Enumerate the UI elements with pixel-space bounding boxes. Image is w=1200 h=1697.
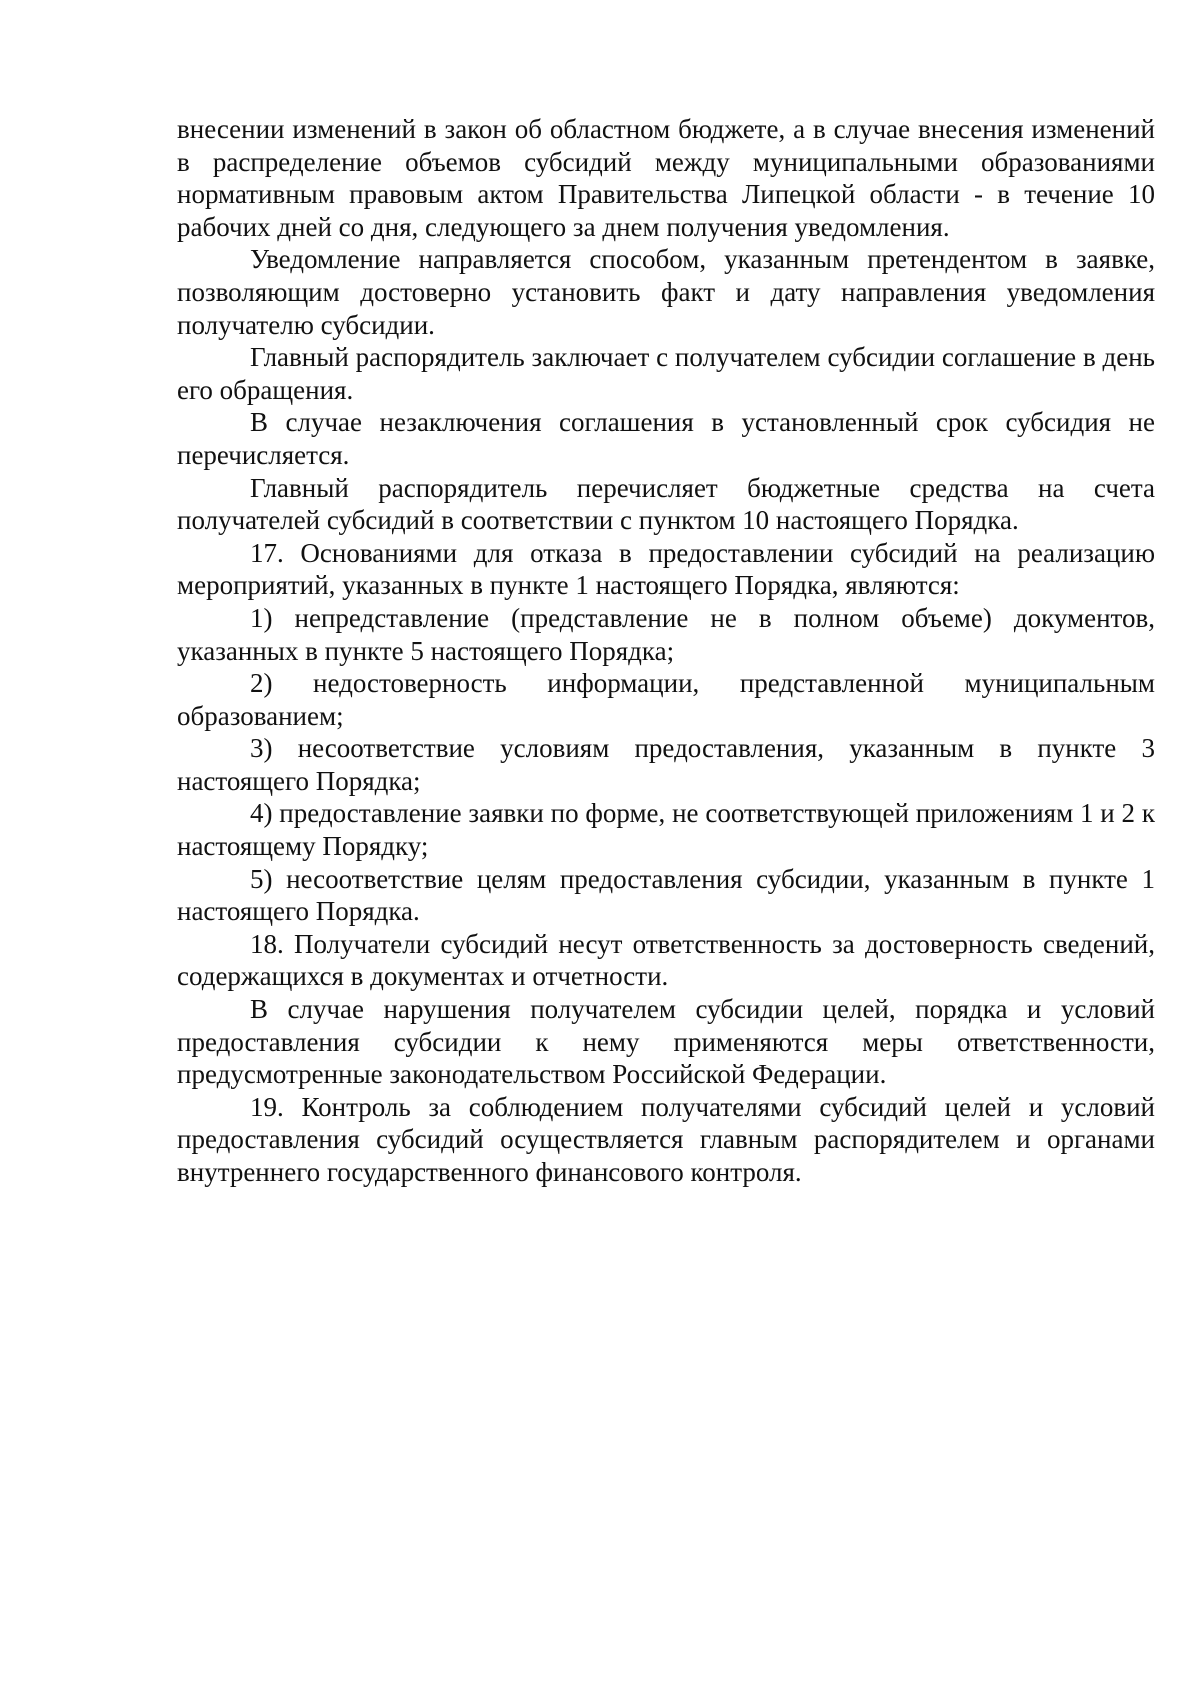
- list-item-5: 5) несоответствие целям предоставления субсидии, указанным в пункте 1 настоящего Порядка.: [177, 863, 1155, 927]
- list-item-4: 4) предоставление заявки по форме, не соответствующей приложениям 1 и 2 к настоящему Порядку;: [177, 798, 1155, 862]
- paragraph-notification-method: Уведомление направляется способом, указанным претендентом в заявке, позволяющим достоверно установить факт и дату направления уведомления получателю субсидии.: [177, 244, 1155, 340]
- paragraph-continuation: внесении изменений в закон об областном бюджете, а в случае внесения изменений в распределение объемов субсидий между муниципальными образованиями нормативным правовым актом Правительства Липецкой области - в течение 10 рабочих дней со дня, следующего за днем получения уведомления.: [177, 114, 1155, 242]
- paragraph-clause-18: 18. Получатели субсидий несут ответственность за достоверность сведений, содержащихся в документах и отчетности.: [177, 928, 1155, 992]
- paragraph-agreement-conclusion: Главный распорядитель заключает с получателем субсидии соглашение в день его обращения.: [177, 342, 1155, 405]
- paragraph-violation-responsibility: В случае нарушения получателем субсидии целей, порядка и условий предоставления субсидии к нему применяются меры ответственности, предусмотренные законодательством Российской Федерации.: [177, 994, 1155, 1090]
- paragraph-clause-17: 17. Основаниями для отказа в предоставлении субсидий на реализацию мероприятий, указанных в пункте 1 настоящего Порядка, являются:: [177, 537, 1155, 601]
- paragraph-funds-transfer: Главный распорядитель перечисляет бюджетные средства на счета получателей субсидий в соответствии с пунктом 10 настоящего Порядка.: [177, 472, 1155, 536]
- list-item-3: 3) несоответствие условиям предоставления, указанным в пункте 3 настоящего Порядка;: [177, 733, 1155, 796]
- list-item-2: 2) недостоверность информации, представленной муниципальным образованием;: [177, 668, 1155, 731]
- paragraph-non-conclusion: В случае незаключения соглашения в установленный срок субсидия не перечисляется.: [177, 407, 1155, 470]
- list-item-1: 1) непредставление (представление не в полном объеме) документов, указанных в пункте 5 настоящего Порядка;: [177, 602, 1155, 666]
- paragraph-clause-19: 19. Контроль за соблюдением получателями субсидий целей и условий предоставления субсидий осуществляется главным распорядителем и органами внутреннего государственного финансового контроля.: [177, 1091, 1155, 1187]
- document-body: [177, 113, 1155, 1189]
